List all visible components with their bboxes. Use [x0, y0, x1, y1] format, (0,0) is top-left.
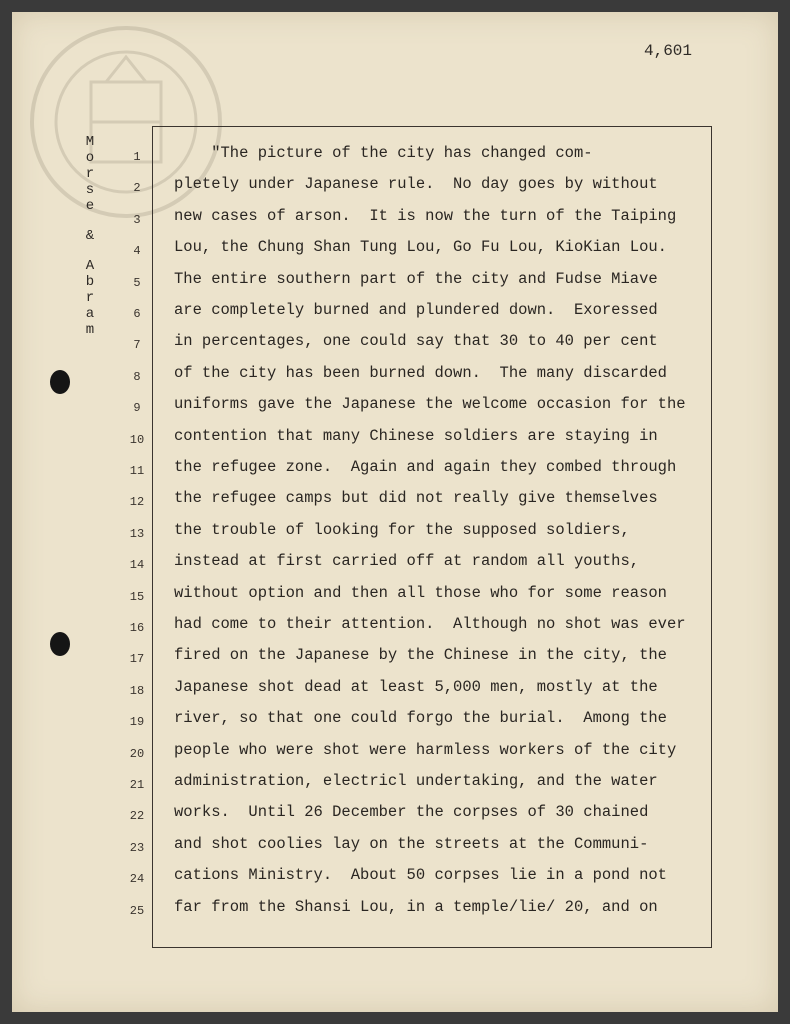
line-number: 10	[129, 433, 145, 447]
line-number: 9	[133, 401, 141, 415]
text-line: had come to their attention. Although no shot was ever	[174, 615, 686, 633]
margin-letter: s	[85, 182, 95, 198]
text-line: contention that many Chinese soldiers are staying in	[174, 427, 658, 445]
margin-author-names	[82, 134, 98, 338]
text-line: and shot coolies lay on the streets at the Communi-	[174, 835, 649, 853]
margin-letter: m	[85, 322, 95, 338]
margin-letter: o	[85, 150, 95, 166]
line-number: 15	[129, 590, 145, 604]
text-line: The entire southern part of the city and Fudse Miave	[174, 270, 658, 288]
margin-letter: A	[85, 258, 95, 274]
line-number: 2	[133, 181, 141, 195]
text-line: "The picture of the city has changed com-	[174, 144, 593, 162]
margin-letter: b	[85, 274, 95, 290]
line-number: 24	[129, 872, 145, 886]
text-line: of the city has been burned down. The many discarded	[174, 364, 667, 382]
document-page	[12, 12, 778, 1012]
line-number: 17	[129, 652, 145, 666]
text-line: people who were shot were harmless workers of the city	[174, 741, 677, 759]
line-number: 1	[133, 150, 141, 164]
margin-letter: r	[85, 166, 95, 182]
line-number: 18	[129, 684, 145, 698]
text-line: far from the Shansi Lou, in a temple/lie/ 20, and on	[174, 898, 658, 916]
punch-hole-lower	[50, 632, 70, 656]
page-number: 4,601	[644, 42, 693, 60]
text-line: administration, electricl undertaking, and the water	[174, 772, 658, 790]
line-number: 22	[129, 809, 145, 823]
line-number: 12	[129, 495, 145, 509]
line-number: 6	[133, 307, 141, 321]
text-line: pletely under Japanese rule. No day goes by without	[174, 175, 658, 193]
text-line: new cases of arson. It is now the turn of the Taiping	[174, 207, 677, 225]
text-line: works. Until 26 December the corpses of 30 chained	[174, 803, 649, 821]
line-number: 14	[129, 558, 145, 572]
punch-hole-upper	[50, 370, 70, 394]
line-number: 11	[129, 464, 145, 478]
line-number: 5	[133, 276, 141, 290]
margin-letter: &	[85, 228, 95, 244]
text-line: instead at first carried off at random all youths,	[174, 552, 640, 570]
margin-letter: a	[85, 306, 95, 322]
text-line: the refugee camps but did not really give themselves	[174, 489, 658, 507]
margin-letter: e	[85, 198, 95, 214]
line-number: 13	[129, 527, 145, 541]
line-number: 21	[129, 778, 145, 792]
line-number: 7	[133, 338, 141, 352]
line-number: 4	[133, 244, 141, 258]
text-line: river, so that one could forgo the burial. Among the	[174, 709, 667, 727]
line-number: 8	[133, 370, 141, 384]
line-number: 25	[129, 904, 145, 918]
text-line: are completely burned and plundered down. Exoressed	[174, 301, 658, 319]
text-line: without option and then all those who for some reason	[174, 584, 667, 602]
margin-letter: M	[85, 134, 95, 150]
text-line: cations Ministry. About 50 corpses lie in a pond not	[174, 866, 667, 884]
text-line: in percentages, one could say that 30 to 40 per cent	[174, 332, 658, 350]
text-line: fired on the Japanese by the Chinese in the city, the	[174, 646, 667, 664]
line-number: 16	[129, 621, 145, 635]
line-number: 23	[129, 841, 145, 855]
text-line: the trouble of looking for the supposed soldiers,	[174, 521, 630, 539]
margin-letter: r	[85, 290, 95, 306]
line-number: 20	[129, 747, 145, 761]
text-line: Lou, the Chung Shan Tung Lou, Go Fu Lou, KioKian Lou.	[174, 238, 667, 256]
text-line: uniforms gave the Japanese the welcome occasion for the	[174, 395, 686, 413]
line-number: 3	[133, 213, 141, 227]
text-line: Japanese shot dead at least 5,000 men, mostly at the	[174, 678, 658, 696]
line-number: 19	[129, 715, 145, 729]
text-line: the refugee zone. Again and again they combed through	[174, 458, 677, 476]
